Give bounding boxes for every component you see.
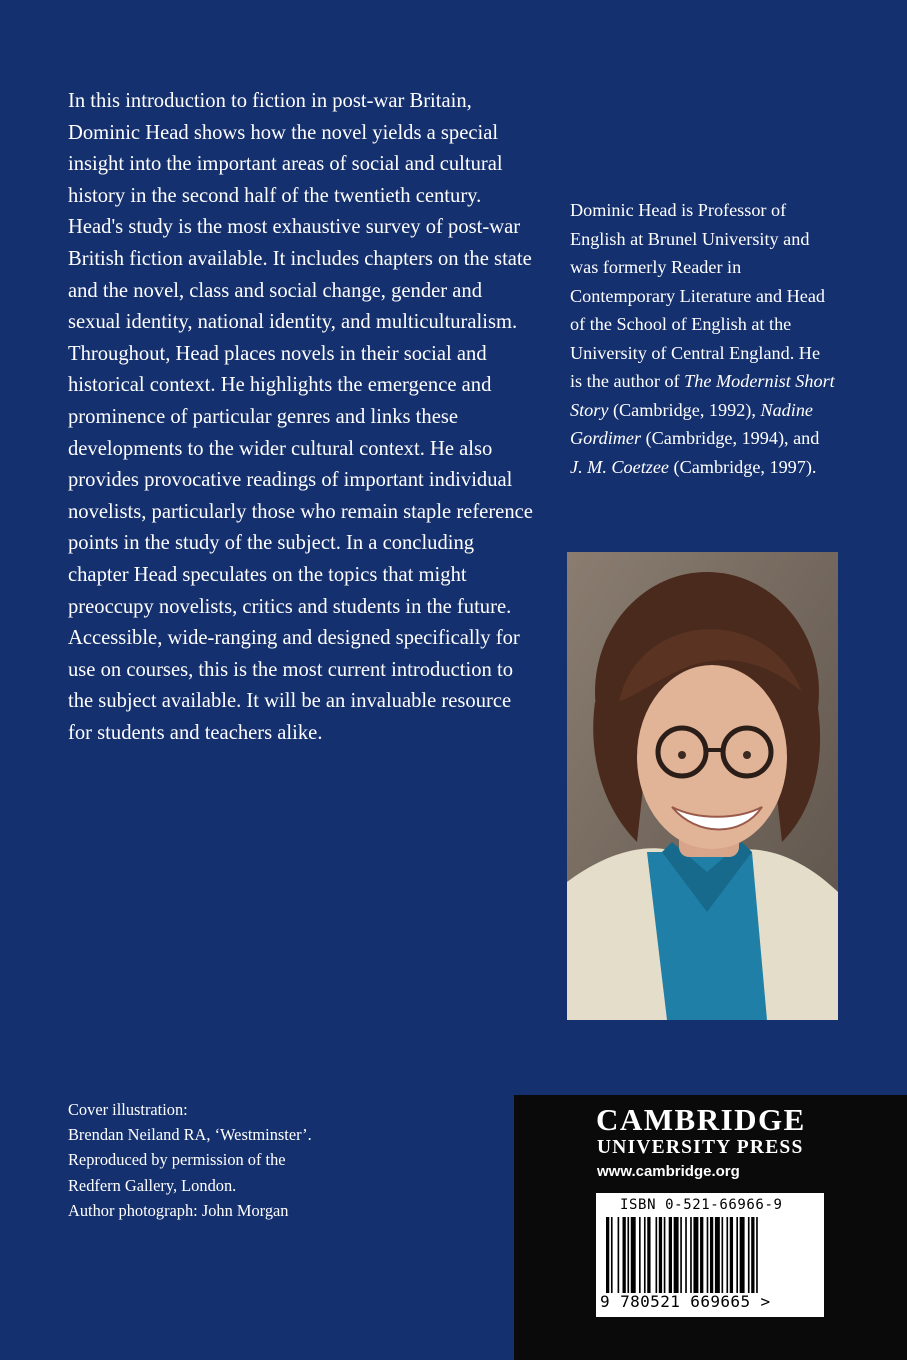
barcode-bar — [664, 1217, 666, 1293]
credit-line: Author photograph: John Morgan — [68, 1200, 289, 1220]
barcode-bar — [715, 1217, 720, 1293]
barcode-bar — [674, 1217, 679, 1293]
barcode-bar — [690, 1217, 692, 1293]
credit-line: Cover illustration: — [68, 1100, 188, 1119]
publisher-url: www.cambridge.org — [597, 1163, 740, 1180]
cover-credits — [68, 1097, 448, 1223]
barcode-bar — [756, 1217, 758, 1293]
bio-text-3: (Cambridge, 1994), and — [645, 428, 820, 448]
barcode-bar — [685, 1217, 687, 1293]
author-bio — [570, 196, 835, 481]
bio-book-title-2: Nadine Gordimer — [570, 399, 813, 448]
barcode-bar — [740, 1217, 745, 1293]
barcode-bar — [669, 1217, 672, 1293]
publisher-block — [514, 1095, 907, 1360]
bio-text-4: (Cambridge, 1997). — [673, 456, 817, 477]
barcode-bar — [748, 1217, 750, 1293]
barcode-bar — [644, 1217, 646, 1293]
barcode-bar — [710, 1217, 713, 1293]
blurb-text: In this introduction to fiction in post-war Britain, Dominic Head shows how the novel yields a special insight into the important areas of social and cultural history in the second half of the twentieth century. Head's study is the most exhaustive survey of post-war British fiction available. It includes chapters on the state and the novel, class and social change, gender and sexual identity, national identity, and multiculturalism. Throughout, Head places novels in their social and historical context. He highlights the emergence and prominence of particular genres and links these developments to the wider cultural context. He also provides provocative readings of important individual novelists, particularly those who remain staple reference points in the study of the subject. In a concluding chapter Head speculates on the topics that might preoccupy novelists, critics and students in the future. Accessible, wide-ranging and designed specifically for use on courses, this is the most current introduction to the subject available. It will be an invaluable resource for students and teachers alike. — [68, 90, 533, 744]
barcode-bars — [604, 1217, 816, 1293]
barcode-bar — [606, 1217, 609, 1293]
barcode-bar — [656, 1217, 658, 1293]
bio-text-2: (Cambridge, 1992), — [612, 399, 756, 420]
barcode-bar — [631, 1217, 636, 1293]
barcode — [596, 1193, 824, 1317]
barcode-bar — [736, 1217, 738, 1293]
barcode-bar — [618, 1217, 620, 1293]
barcode-bar — [700, 1217, 703, 1293]
barcode-bar — [680, 1217, 682, 1293]
barcode-bar — [623, 1217, 626, 1293]
barcode-bar — [611, 1217, 613, 1293]
credit-line: Brendan Neiland RA, ‘Westminster’. — [68, 1125, 312, 1145]
author-photo — [567, 552, 838, 1020]
barcode-bar — [707, 1217, 709, 1293]
publisher-subtitle: UNIVERSITY PRESS — [597, 1137, 804, 1158]
publisher-name: CAMBRIDGE — [596, 1102, 806, 1137]
bio-book-title-3: J. M. Coetzee — [570, 456, 669, 477]
barcode-bar — [647, 1217, 650, 1293]
bio-text-1: Dominic Head is Professor of English at Brunel University and was formerly Reader in Contemporary Literature and Head of the School of English at the University of Central England. He is the author of — [570, 200, 826, 391]
barcode-bar — [639, 1217, 641, 1293]
credit-line: Redfern Gallery, London. — [68, 1175, 237, 1195]
ean-number: 9 780521 669665 > — [600, 1292, 771, 1311]
barcode-bar — [730, 1217, 733, 1293]
credit-line: Reproduced by permission of the — [68, 1150, 286, 1170]
barcode-bar — [659, 1217, 662, 1293]
bio-book-title-1: The Modernist Short Story — [570, 371, 835, 420]
isbn-number: ISBN 0-521-66966-9 — [620, 1197, 783, 1213]
barcode-bar — [627, 1217, 629, 1293]
barcode-bar — [726, 1217, 728, 1293]
barcode-bar — [693, 1217, 698, 1293]
barcode-bar — [751, 1217, 754, 1293]
barcode-bar — [722, 1217, 724, 1293]
author-portrait-illustration — [567, 552, 838, 1020]
